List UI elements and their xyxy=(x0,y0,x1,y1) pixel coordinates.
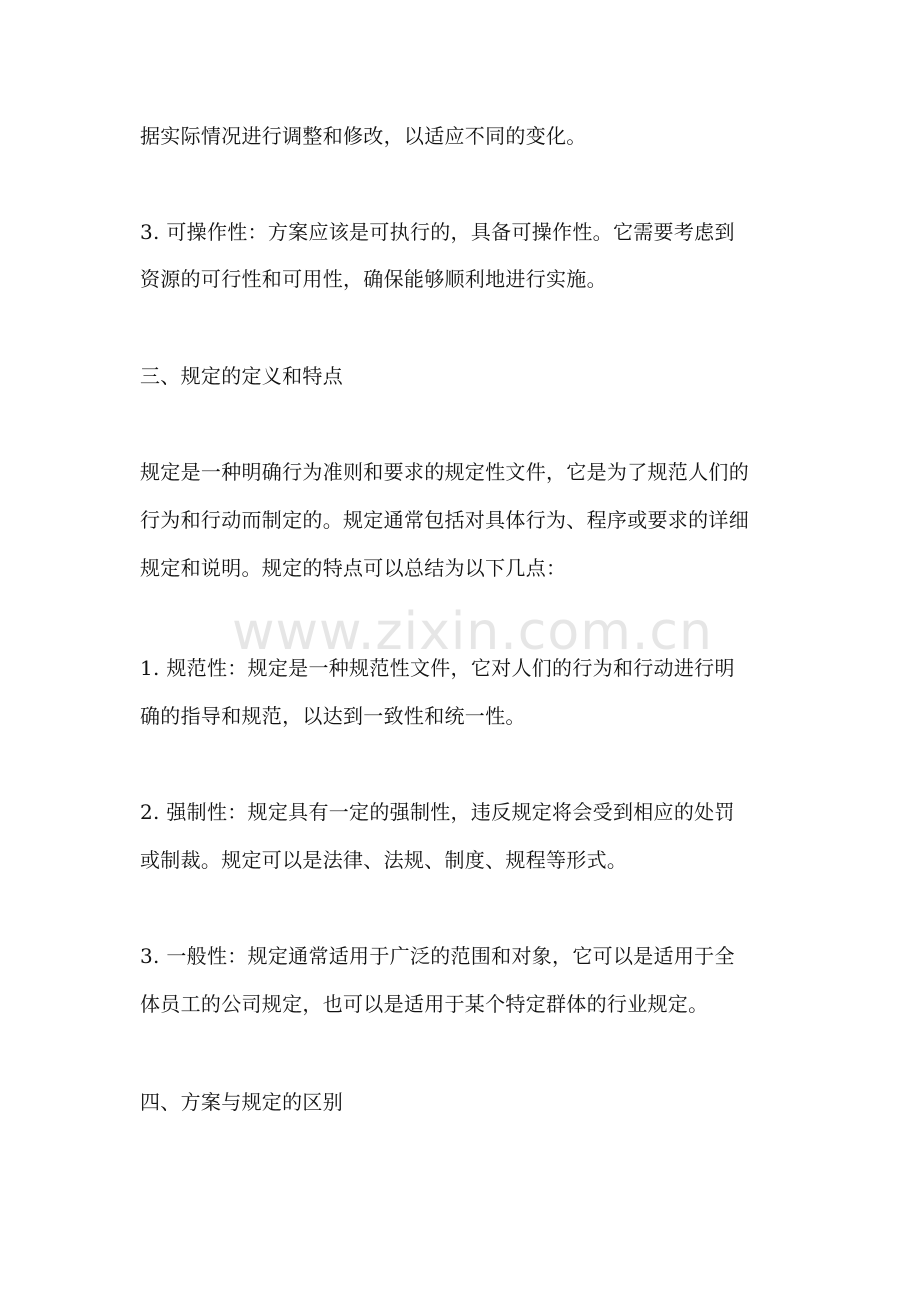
paragraph-line: 确的指导和规范，以达到一致性和统一性。 xyxy=(140,704,526,728)
paragraph-line: 据实际情况进行调整和修改，以适应不同的变化。 xyxy=(140,124,587,148)
section-heading: 四、方案与规定的区别 xyxy=(140,1090,343,1114)
section-heading: 三、规定的定义和特点 xyxy=(140,364,343,388)
paragraph-line: 体员工的公司规定，也可以是适用于某个特定群体的行业规定。 xyxy=(140,992,709,1016)
paragraph-line: 规定是一种明确行为准则和要求的规定性文件，它是为了规范人们的 xyxy=(140,460,749,484)
paragraph-line: 3. 可操作性：方案应该是可执行的，具备可操作性。它需要考虑到 xyxy=(140,220,735,244)
paragraph-line: 行为和行动而制定的。规定通常包括对具体行为、程序或要求的详细 xyxy=(140,508,749,532)
paragraph-line: 规定和说明。规定的特点可以总结为以下几点： xyxy=(140,556,567,580)
paragraph-line: 3. 一般性：规定通常适用于广泛的范围和对象，它可以是适用于全 xyxy=(140,944,735,968)
paragraph-line: 1. 规范性：规定是一种规范性文件，它对人们的行为和行动进行明 xyxy=(140,656,735,680)
paragraph-line: 2. 强制性：规定具有一定的强制性，违反规定将会受到相应的处罚 xyxy=(140,800,735,824)
watermark-text: www.zixin.com.cn xyxy=(232,602,713,662)
paragraph-line: 或制裁。规定可以是法律、法规、制度、规程等形式。 xyxy=(140,848,628,872)
paragraph-line: 资源的可行性和可用性，确保能够顺利地进行实施。 xyxy=(140,267,607,291)
